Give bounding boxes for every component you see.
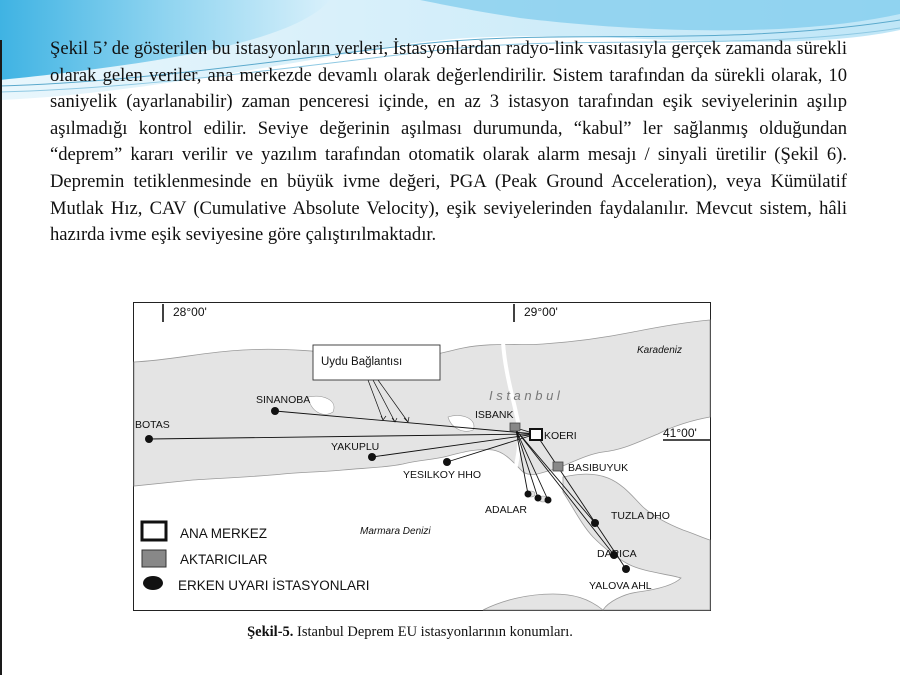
marker-adalar (535, 495, 542, 502)
label-isbank: ISBANK (475, 409, 514, 421)
label-karadeniz: Karadeniz (637, 345, 683, 356)
label-tuzla: TUZLA DHO (611, 510, 670, 522)
marker-yakuplu (368, 453, 376, 461)
figure-caption (0, 624, 820, 641)
station-map-figure (133, 302, 711, 611)
label-yesilkoy: YESILKOY HHO (403, 469, 482, 481)
label-basibuyuk: BASIBUYUK (568, 462, 629, 474)
label-adalar: ADALAR (485, 504, 528, 516)
caption-text: Istanbul Deprem EU istasyonlarının konumları. (293, 624, 573, 640)
lon-label-28: 28°00' (173, 305, 207, 319)
marker-yesilkoy (443, 458, 451, 466)
marker-sinanoba (271, 407, 279, 415)
marker-adalar (525, 491, 532, 498)
legend-main-center-symbol (142, 522, 166, 540)
label-istanbul: I s t a n b u l (489, 388, 560, 403)
legend-station-symbol (143, 576, 163, 590)
label-sinanoba: SINANOBA (256, 394, 311, 406)
marker-tuzla (591, 519, 599, 527)
label-yalova: YALOVA AHL (589, 580, 652, 592)
station-map (133, 302, 711, 611)
lon-label-29: 29°00' (524, 305, 558, 319)
caption-number: Şekil-5. (247, 624, 294, 640)
marker-koeri (530, 429, 542, 440)
left-border-line (0, 40, 2, 675)
label-koeri: KOERI (544, 430, 577, 442)
marker-yalova (622, 565, 630, 573)
marker-basibuyuk (553, 462, 563, 471)
label-botas: BOTAS (135, 419, 170, 431)
marker-isbank (510, 423, 520, 431)
marker-botas (145, 435, 153, 443)
uydu-callout-label: Uydu Bağlantısı (321, 356, 403, 368)
legend-main-center-label: ANA MERKEZ (180, 526, 268, 541)
legend-station-label: ERKEN UYARI İSTASYONLARI (178, 578, 370, 593)
label-marmara: Marmara Denizi (360, 526, 431, 537)
legend-relay-symbol (142, 550, 166, 567)
legend-relay-label: AKTARICILAR (180, 552, 268, 567)
body-paragraph: Şekil 5’ de gösterilen bu istasyonların yerleri, İstasyonlardan radyo-link vasıtasıyla gerçek zamanda sürekli olarak gelen veriler, ana merkezde devamlı olarak değerlendirilir. Sistem tarafından da sürekli olarak, 10 saniyelik (ayarlanabilir) zaman penceresi içinde, en az 3 istasyon tarafından eşik seviyelerinin aşılıp aşılmadığı kontrol edilir. Seviye değerinin aşılması durumunda, “kabul” ler sağlanmış olduğundan “deprem” kararı verilir ve yazılım tarafından otomatik olarak alarm mesajı / sinyali üretilir (Şekil 6). Depremin tetiklenmesinde en büyük ivme değeri, PGA (Peak Ground Acceleration), veya Kümülatif Mutlak Hız, CAV (Cumulative Absolute Velocity), eşik seviyelerinden faydalanılır. Mevcut sistem, hâli hazırda ivme eşik seviyesine göre çalıştırılmaktadır. (50, 38, 847, 246)
label-darica: DARICA (597, 548, 637, 560)
label-yakuplu: YAKUPLU (331, 441, 380, 453)
marker-adalar (545, 497, 552, 504)
lat-label-41: 41°00' (663, 426, 697, 440)
